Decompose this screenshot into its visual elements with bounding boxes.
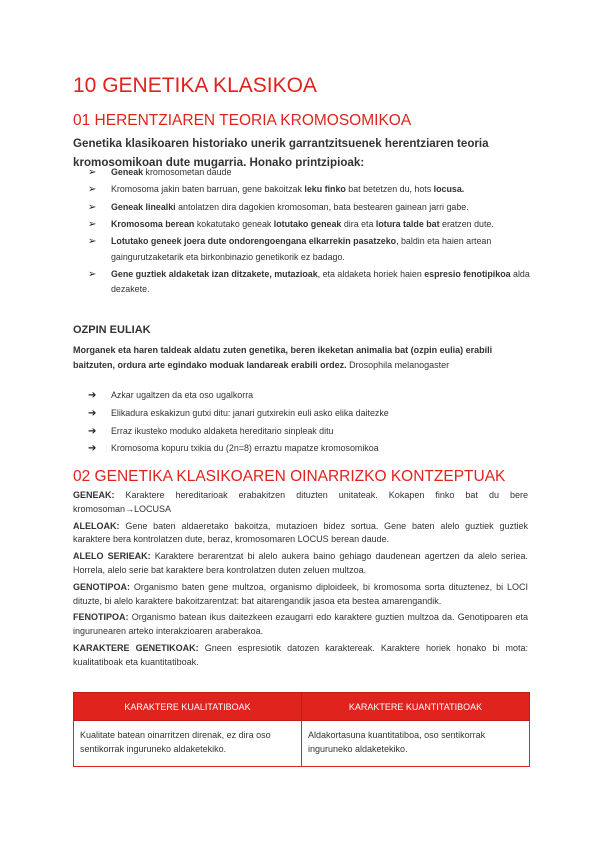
definition [73, 489, 528, 517]
definition-colon: : [125, 612, 129, 623]
principle-text: , eta aldaketa horiek haien [317, 268, 425, 279]
principle-bold-text: Lotutako geneek joera dute ondorengoengana elkarrekin pasatzeko [111, 236, 397, 247]
definition-text: Organismo baten gene multzoa, organismo diploideek, bi kromosoma sorta dituztenez, bi LOCI dituzte, bi alelo karaktere bakoitzarentzat: bat aitarengandik jasoa eta bestea amarengandik. [73, 581, 528, 606]
definition-term: GENEAK [73, 490, 112, 500]
principle-text: Kromosoma jakin baten barruan, gene bakoitzak [111, 184, 305, 195]
drosophila-features-list [88, 388, 528, 459]
table-header-qualitative: KARAKTERE KUALITATIBOAK [74, 693, 302, 721]
arrowhead-bullet-icon: ➢ [88, 268, 97, 280]
definition-colon: : [195, 642, 199, 653]
arrow-right-bullet-icon: ➔ [88, 390, 97, 401]
definition [73, 611, 528, 639]
section-heading-1: 01 HERENTZIAREN TEORIA KROMOSOMIKOA [73, 112, 412, 129]
arrow-right-bullet-icon: ➔ [88, 407, 97, 419]
arrowhead-bullet-icon: ➢ [88, 236, 97, 248]
definition-term: ALELOAK [73, 520, 117, 531]
principle-bold-text: locusa. [433, 184, 465, 195]
principle-bold-text: Gene guztiek aldaketak izan ditzakete, mutazioak [111, 268, 318, 279]
definition [73, 550, 528, 578]
page-title: 10 GENETIKA KLASIKOA [73, 74, 317, 97]
definition-text: Organismo batean ikus daitezkeen ezaugarri edo karaktere guztien multzoa da. Genotipoaren eta ingurunearen arteko interakzioaren araberakoa. [73, 612, 528, 637]
principle-bold-text: Geneak linealki [111, 201, 176, 212]
feature-item [88, 424, 528, 440]
principle-bold-text: leku finko [304, 184, 346, 195]
definition [73, 642, 528, 670]
arrowhead-bullet-icon: ➢ [88, 167, 97, 178]
principle-bold-text: Kromosoma berean [111, 218, 195, 229]
definition-text: Gneen espresiotik datozen karaktereak. Karaktere horiek honako bi mota: kualitatiboak eta kuantitatiboak. [73, 642, 528, 667]
principle-text: antolatzen dira dagokien kromosoman, bata bestearen gainean jarri gabe. [175, 201, 469, 212]
definition-term: GENOTIPOA [73, 581, 128, 592]
feature-item [88, 441, 528, 457]
principle-text: eratzen dute. [439, 218, 494, 229]
arrow-right-bullet-icon: ➔ [88, 443, 97, 455]
table-cell-qualitative: Kualitate batean oinarritzen direnak, ez dira oso sentikorrak inguruneko aldaketekiko. [74, 721, 302, 767]
principle-text: dira eta [341, 218, 376, 229]
section-intro: Genetika klasikoaren historiako unerik garrantzitsuenek herentziaren teoria kromosomikoan dute mugarria. Honako printzipioak: [73, 137, 489, 169]
principle-text: bat betetzen du, hots [345, 184, 434, 195]
arrowhead-bullet-icon: ➢ [88, 201, 97, 213]
principle-bold-text: lotutako geneak [273, 218, 342, 229]
feature-item [88, 388, 528, 404]
principle-text: kromosometan daude [143, 167, 232, 177]
ozpin-paragraph [73, 343, 535, 372]
ozpin-paragraph-species: Drosophila melanogaster [346, 359, 450, 370]
ozpin-heading: OZPIN EULIAK [73, 324, 151, 336]
principle-text: kokatutako geneak [194, 218, 274, 229]
definition-term: KARAKTERE GENETIKOAK [73, 642, 196, 653]
arrow-right-bullet-icon: ➔ [88, 425, 97, 437]
principle-item [88, 267, 533, 298]
section-heading-2: 02 GENETIKA KLASIKOAREN OINARRIZKO KONTZEPTUAK [73, 468, 506, 485]
principle-item [88, 165, 533, 181]
definition-term: FENOTIPOA [73, 612, 126, 623]
definitions-block [73, 489, 528, 673]
principle-item [88, 217, 533, 233]
definition-colon: : [111, 490, 115, 500]
table-cell-quantitative: Aldakortasuna kuantitatiboa, oso sentikorrak ingurunekо aldaketekiko. [302, 721, 530, 767]
definition-colon: : [147, 551, 151, 562]
definition-text: Karaktere berarentzat bi alelo aukera baino gehiago daudenean agertzen da alelo seriea. Horrela, alelo serie bat karaktere bera kontrolatzen duten zeluen multzoa. [73, 551, 528, 575]
definition [73, 520, 528, 548]
principle-text: alda dezakete. [111, 268, 530, 295]
principle-item [88, 182, 533, 198]
definition-term: ALELO SERIEAK [73, 551, 148, 562]
feature-text: Azkar ugaltzen da eta oso ugalkorra [111, 390, 254, 400]
principle-bold-text: lotura talde bat [375, 218, 440, 229]
ozpin-paragraph-bold: Morganek eta haren taldeak aldatu zuten genetika, beren ikeketan animalia bat (ozpin eulia) erabili baitzuten, ordura arte egindako moduak landareak erabili ordez. [73, 345, 493, 370]
feature-text: Erraz ikusteko moduko aldaketa hereditario sinpleak ditu [111, 425, 334, 436]
principle-bold-text: Geneak [111, 167, 144, 177]
principle-bold-text: espresio fenotipikoa [424, 268, 511, 279]
definition-colon: : [127, 581, 131, 592]
arrowhead-bullet-icon: ➢ [88, 184, 97, 196]
arrowhead-bullet-icon: ➢ [88, 218, 97, 230]
feature-item [88, 406, 528, 422]
definition [73, 581, 528, 609]
definition-text: Karaktere hereditarioak erabakitzen dituzten unitateak. Kokapen finko bat du bere kromosoman→LOCUSA [73, 490, 528, 514]
definition-colon: : [116, 520, 120, 531]
principle-item [88, 200, 533, 216]
principles-list [88, 165, 533, 300]
feature-text: Elikadura eskakizun gutxi ditu: janari gutxirekin euli asko elika daitezke [111, 407, 389, 418]
definition-text: Gene baten aldaeretako bakoitza, mutazioen bidez sortua. Gene baten alelo guztiek guztiek karaktere bera kontrolatzen dute, beraz, kromosomaren LOCUS berean daude. [73, 520, 528, 545]
character-types-table [73, 692, 530, 767]
principle-item [88, 234, 533, 265]
feature-text: Kromosoma kopuru txikia du (2n=8) erraztu mapatze kromosomikoa [111, 443, 379, 454]
table-header-quantitative: KARAKTERE KUANTITATIBOAK [302, 693, 530, 721]
principle-text: , baldin eta haien artean gaingurutzaketarik eta birkonbinazio genetikorik ez badago. [111, 236, 492, 262]
